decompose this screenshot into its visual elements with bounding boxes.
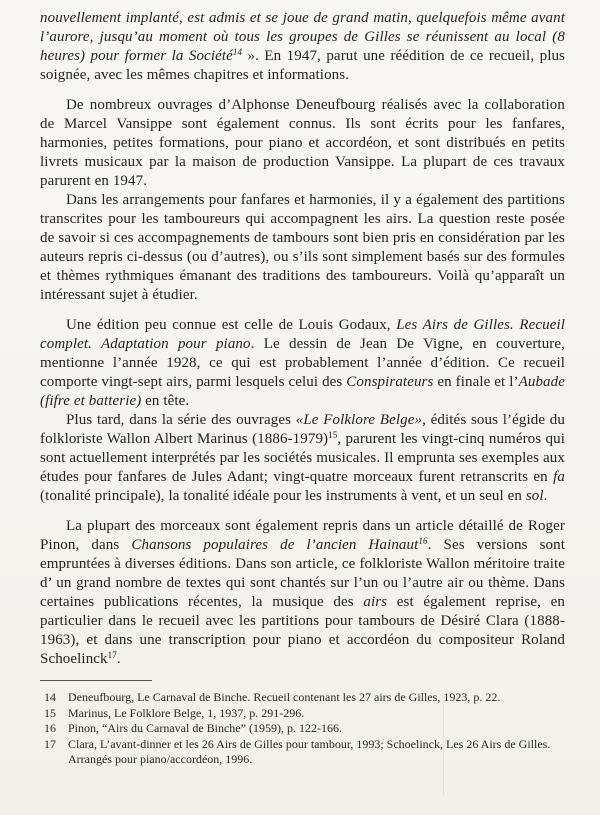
italic-text-segment: Aubade (fifre et batterie) [40, 374, 565, 409]
text-segment: . Le dessin de Jean De Vigne, en couverture, mentionne l’année 1928, ce qui est probablement l’année d’édition. Ce recueil comporte vingt-sept airs, parmi lesquels celui des [40, 336, 566, 390]
text-segment: Une édition peu connue est celle de Louis Godaux, [66, 317, 397, 333]
text-segment: Plus tard, dans la série des ouvrages [66, 412, 296, 428]
text-segment: en finale et l’ [433, 374, 519, 390]
text-segment: , parurent les vingt-cinq numéros qui sont actuellement interprétés par les sociétés musicales. Il emprunta ses exemples aux études pour fanfares de Jules Adant; vingt-quatre morceaux furent retranscrits en [40, 431, 565, 485]
text-segment: , édités sous l’égide du folkloriste Wallon Albert Marinus (1886-1979) [40, 412, 565, 447]
text-segment: De nombreux ouvrages d’Alphonse Deneufbourg réalisés avec la collaboration de Marcel Vansippe sont également connus. Ils sont écrits pour les fanfares, harmonies, petites formations, pour piano et accordéon, et sont distribués en petits livrets musicaux par la maison de production Vansippe. La plupart de ces travaux parurent en 1947. [40, 97, 565, 189]
footnote-14 [40, 690, 565, 706]
footnote-number: 16 [44, 721, 56, 735]
text-segment: ». En 1947, parut une réédition de ce recueil, plus soignée, avec les mêmes chapitres et informations. [40, 48, 565, 83]
footnote-reference: 17 [107, 650, 117, 660]
paragraph-pinon [40, 517, 565, 669]
paragraph-folklore-belge [40, 411, 565, 506]
text-segment: est également reprise, en particulier dans le recueil avec les partitions pour tambours de Désiré Clara (1888-1963), et dans une transcription pour piano et accordéon du compositeur Roland Schoelinck [40, 594, 565, 667]
footnote-text: Deneufbourg, Le Carnaval de Binche. Recueil contenant les 27 airs de Gilles, 1923, p. 22. [68, 690, 501, 704]
paragraph-arrangements [40, 191, 565, 305]
footnote-17 [40, 737, 565, 768]
footnote-16 [40, 721, 565, 737]
body-text [40, 9, 565, 669]
footnote-text: Clara, L’avant-dinner et les 26 Airs de Gilles pour tambour, 1993; Schoelinck, Les 26 Airs de Gilles. Arrangés pour piano/accordéon, 1996. [68, 736, 551, 766]
italic-text-segment: airs [363, 594, 388, 610]
italic-text-segment: Les Airs de Gilles. Recueil complet. Adaptation pour piano [40, 317, 565, 352]
italic-text-segment: fa [553, 469, 565, 485]
text-segment: La plupart des morceaux sont également repris dans un article détaillé de Roger Pinon, dans [40, 518, 565, 553]
footnote-number: 17 [44, 736, 56, 751]
footnote-text: Pinon, “Airs du Carnaval de Binche” (1959), p. 122-166. [68, 721, 342, 735]
paragraph-quote-continuation [40, 9, 565, 85]
footnote-number: 15 [44, 705, 56, 720]
italic-text-segment: Conspirateurs [346, 374, 434, 390]
text-segment: Dans les arrangements pour fanfares et harmonies, il y a également des partitions transcrites pour les tamboureurs qui accompagnent les airs. La question reste posée de savoir si ces accompagnements de tambours sont bien pris en considération par les auteurs repris ci-dessus (ou d’autres), ou s’ils sont simplement basés sur des formules et thèmes rythmiques émanant des traditions des tamboureurs. Voilà qu’apparaît un intéressant sujet à étudier. [40, 192, 565, 303]
text-segment: . [116, 651, 121, 667]
text-segment: . Ses versions sont empruntées à diverses éditions. Dans son article, ce folkloriste Wallon méritoire traite d’ un grand nombre de textes qui sont chantés sur l’un ou l’autre air ou thème. Dans certaines publications récentes, la musique des [40, 537, 565, 610]
footnote-rule [40, 680, 152, 681]
footnote-15 [40, 706, 565, 722]
paragraph-godaux [40, 316, 565, 411]
footnotes [40, 690, 565, 768]
italic-text-segment: sol [525, 488, 544, 504]
footnote-reference: 14 [232, 47, 243, 57]
italic-text-segment: Chansons populaires de l’ancien Hainaut [131, 537, 419, 553]
italic-text-segment: nouvellement implanté, est admis et se joue de grand matin, quelquefois même avant l’aurore, jusqu’au moment où tous les groupes de Gilles se réunissent au local (8 heures) pour former la Société [40, 10, 565, 64]
paragraph-deneufbourg [40, 96, 565, 191]
text-segment: (tonalité principale), la tonalité idéale pour les instruments à vent, et un seul en [40, 488, 526, 504]
scan-crease-artifact [443, 700, 444, 795]
text-segment: . [543, 488, 548, 504]
text-segment: en tête. [141, 393, 190, 409]
italic-text-segment: «Le Folklore Belge» [295, 412, 423, 428]
footnote-reference: 15 [328, 430, 338, 440]
footnote-reference: 16 [418, 536, 428, 546]
footnote-number: 14 [44, 690, 56, 704]
footnote-text: Marinus, Le Folklore Belge, 1, 1937, p. 291-296. [68, 705, 305, 720]
